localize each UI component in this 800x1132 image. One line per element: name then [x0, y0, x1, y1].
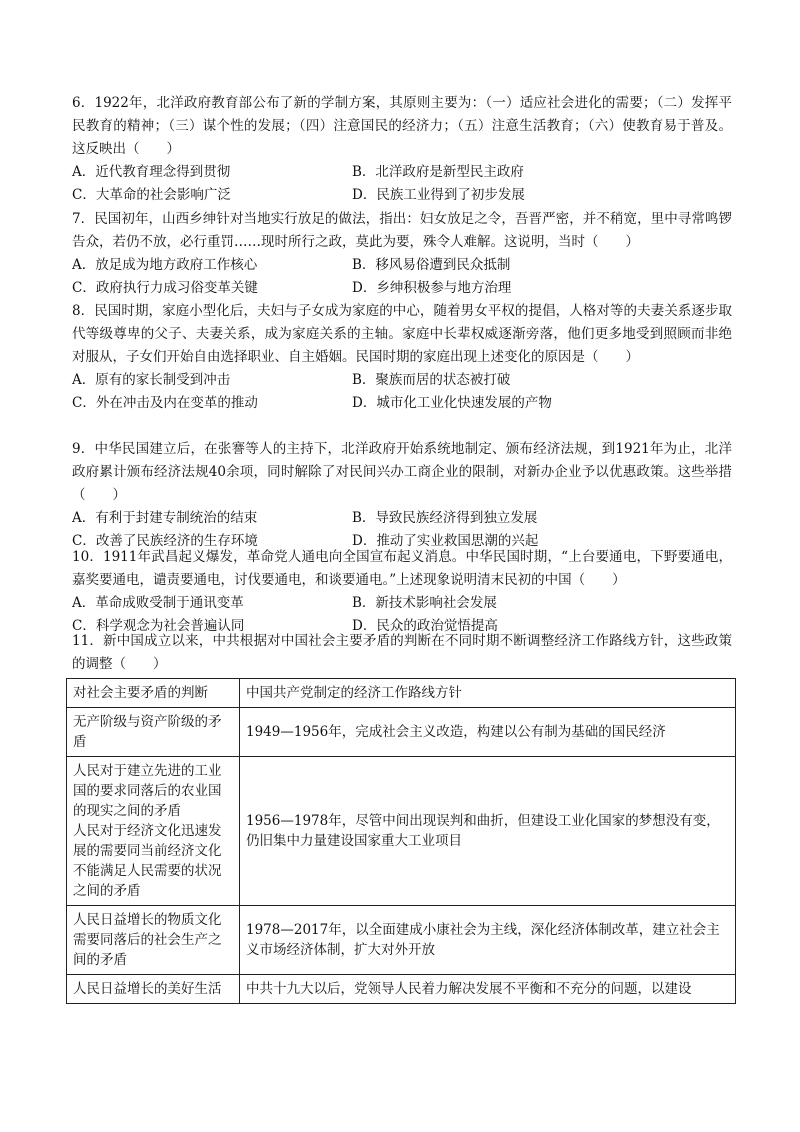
option-a: A．有利于封建专制统治的结束	[72, 510, 258, 526]
option-a: A．近代教育理念得到贯彻	[72, 164, 231, 180]
option-c: C．改善了民族经济的生存环境	[72, 533, 258, 549]
option-d: D．推动了实业救国思潮的兴起	[352, 533, 539, 549]
question-9	[72, 438, 732, 553]
option-d: D．民族工业得到了初步发展	[352, 187, 525, 203]
option-d: D．民众的政治觉悟提高	[352, 618, 498, 634]
policy-table	[66, 678, 736, 1004]
question-8	[72, 300, 732, 415]
option-a: A．原有的家长制受到冲击	[72, 372, 231, 388]
table-header-row	[67, 679, 736, 708]
question-stem: 7．民国初年，山西乡绅针对当地实行放足的做法，指出：妇女放足之令，吾晋严密，并不稍宽，里中寻常鸣锣告众，若仍不放，必行重罚……现时所行之政，莫此为要，殊令人难解。这说明，当时（ ）	[72, 211, 732, 250]
table-cell: 人民日益增长的物质文化需要同落后的社会生产之间的矛盾	[67, 906, 240, 975]
option-b: B．聚族而居的状态被打破	[352, 372, 511, 388]
table-cell: 人民对于建立先进的工业国的要求同落后的农业国的现实之间的矛盾 人民对于经济文化迅速发展的需要同当前经济文化不能满足人民需要的状况之间的矛盾	[67, 757, 240, 906]
option-b: B．新技术影响社会发展	[352, 595, 497, 611]
table-row	[67, 757, 736, 906]
option-c: C．大革命的社会影响广泛	[72, 187, 231, 203]
options	[72, 254, 732, 300]
options	[72, 161, 732, 207]
question-stem: 11．新中国成立以来，中共根据对中国社会主要矛盾的判断在不同时期不断调整经济工作路线方针，这些政策的调整（ ）	[72, 633, 732, 672]
table-cell: 人民日益增长的美好生活	[67, 975, 240, 1004]
option-b: B．北洋政府是新型民主政府	[352, 164, 524, 180]
table-row	[67, 708, 736, 757]
table-cell: 中共十九大以后，党领导人民着力解决发展不平衡和不充分的问题，以建设	[240, 975, 736, 1004]
option-d: D．城市化工业化快速发展的产物	[352, 395, 552, 411]
question-stem: 6．1922年，北洋政府教育部公布了新的学制方案，其原则主要为：（一）适应社会进化的需要；（二）发挥平民教育的精神；（三）谋个性的发展；（四）注意国民的经济力；（五）注意生活教育；（六）使教育易于普及。这反映出（ ）	[72, 95, 732, 157]
option-a: A．放足成为地方政府工作核心	[72, 257, 258, 273]
table-cell: 1949—1956年，完成社会主义改造，构建以公有制为基础的国民经济	[240, 708, 736, 757]
table-row	[67, 906, 736, 975]
table-header-cell: 对社会主要矛盾的判断	[67, 679, 240, 708]
option-b: B．移风易俗遭到民众抵制	[352, 257, 511, 273]
option-c: C．科学观念为社会普遍认同	[72, 618, 245, 634]
options	[72, 369, 732, 415]
table-header-cell: 中国共产党制定的经济工作路线方针	[240, 679, 736, 708]
table-row	[67, 975, 736, 1004]
question-stem: 10．1911年武昌起义爆发，革命党人通电向全国宣布起义消息。中华民国时期，“上台要通电，下野要通电，嘉奖要通电，谴责要通电，讨伐要通电，和谈要通电。”上述现象说明清末民初的中国（ ）	[72, 549, 732, 588]
question-stem: 9．中华民国建立后，在张謇等人的主持下，北洋政府开始系统地制定、颁布经济法规，到1921年为止，北洋政府累计颁布经济法规40余项，同时解除了对民间兴办工商企业的限制，对新办企业予以优惠政策。这些举措（ ）	[72, 441, 732, 503]
option-c: C．政府执行力成习俗变革关键	[72, 280, 258, 296]
question-11	[72, 630, 732, 676]
question-10	[72, 546, 732, 638]
option-b: B．导致民族经济得到独立发展	[352, 510, 538, 526]
option-a: A．革命成败受制于通讯变革	[72, 595, 244, 611]
question-6	[72, 92, 732, 207]
table-cell: 1978—2017年，以全面建成小康社会为主线，深化经济体制改革，建立社会主义市场经济体制，扩大对外开放	[240, 906, 736, 975]
question-7	[72, 208, 732, 300]
option-d: D．乡绅积极参与地方治理	[352, 280, 512, 296]
question-stem: 8．民国时期，家庭小型化后，夫妇与子女成为家庭的中心，随着男女平权的提倡，人格对等的夫妻关系逐步取代等级尊卑的父子、夫妻关系，成为家庭关系的主轴。家庭中长辈权威逐渐旁落，他们更多地受到照顾而非绝对服从，子女们开始自由选择职业、自主婚姻。民国时期的家庭出现上述变化的原因是（ ）	[72, 303, 732, 365]
table-cell: 1956—1978年，尽管中间出现误判和曲折，但建设工业化国家的梦想没有变，仍旧集中力量建设国家重大工业项目	[240, 757, 736, 906]
table-cell: 无产阶级与资产阶级的矛盾	[67, 708, 240, 757]
option-c: C．外在冲击及内在变革的推动	[72, 395, 258, 411]
